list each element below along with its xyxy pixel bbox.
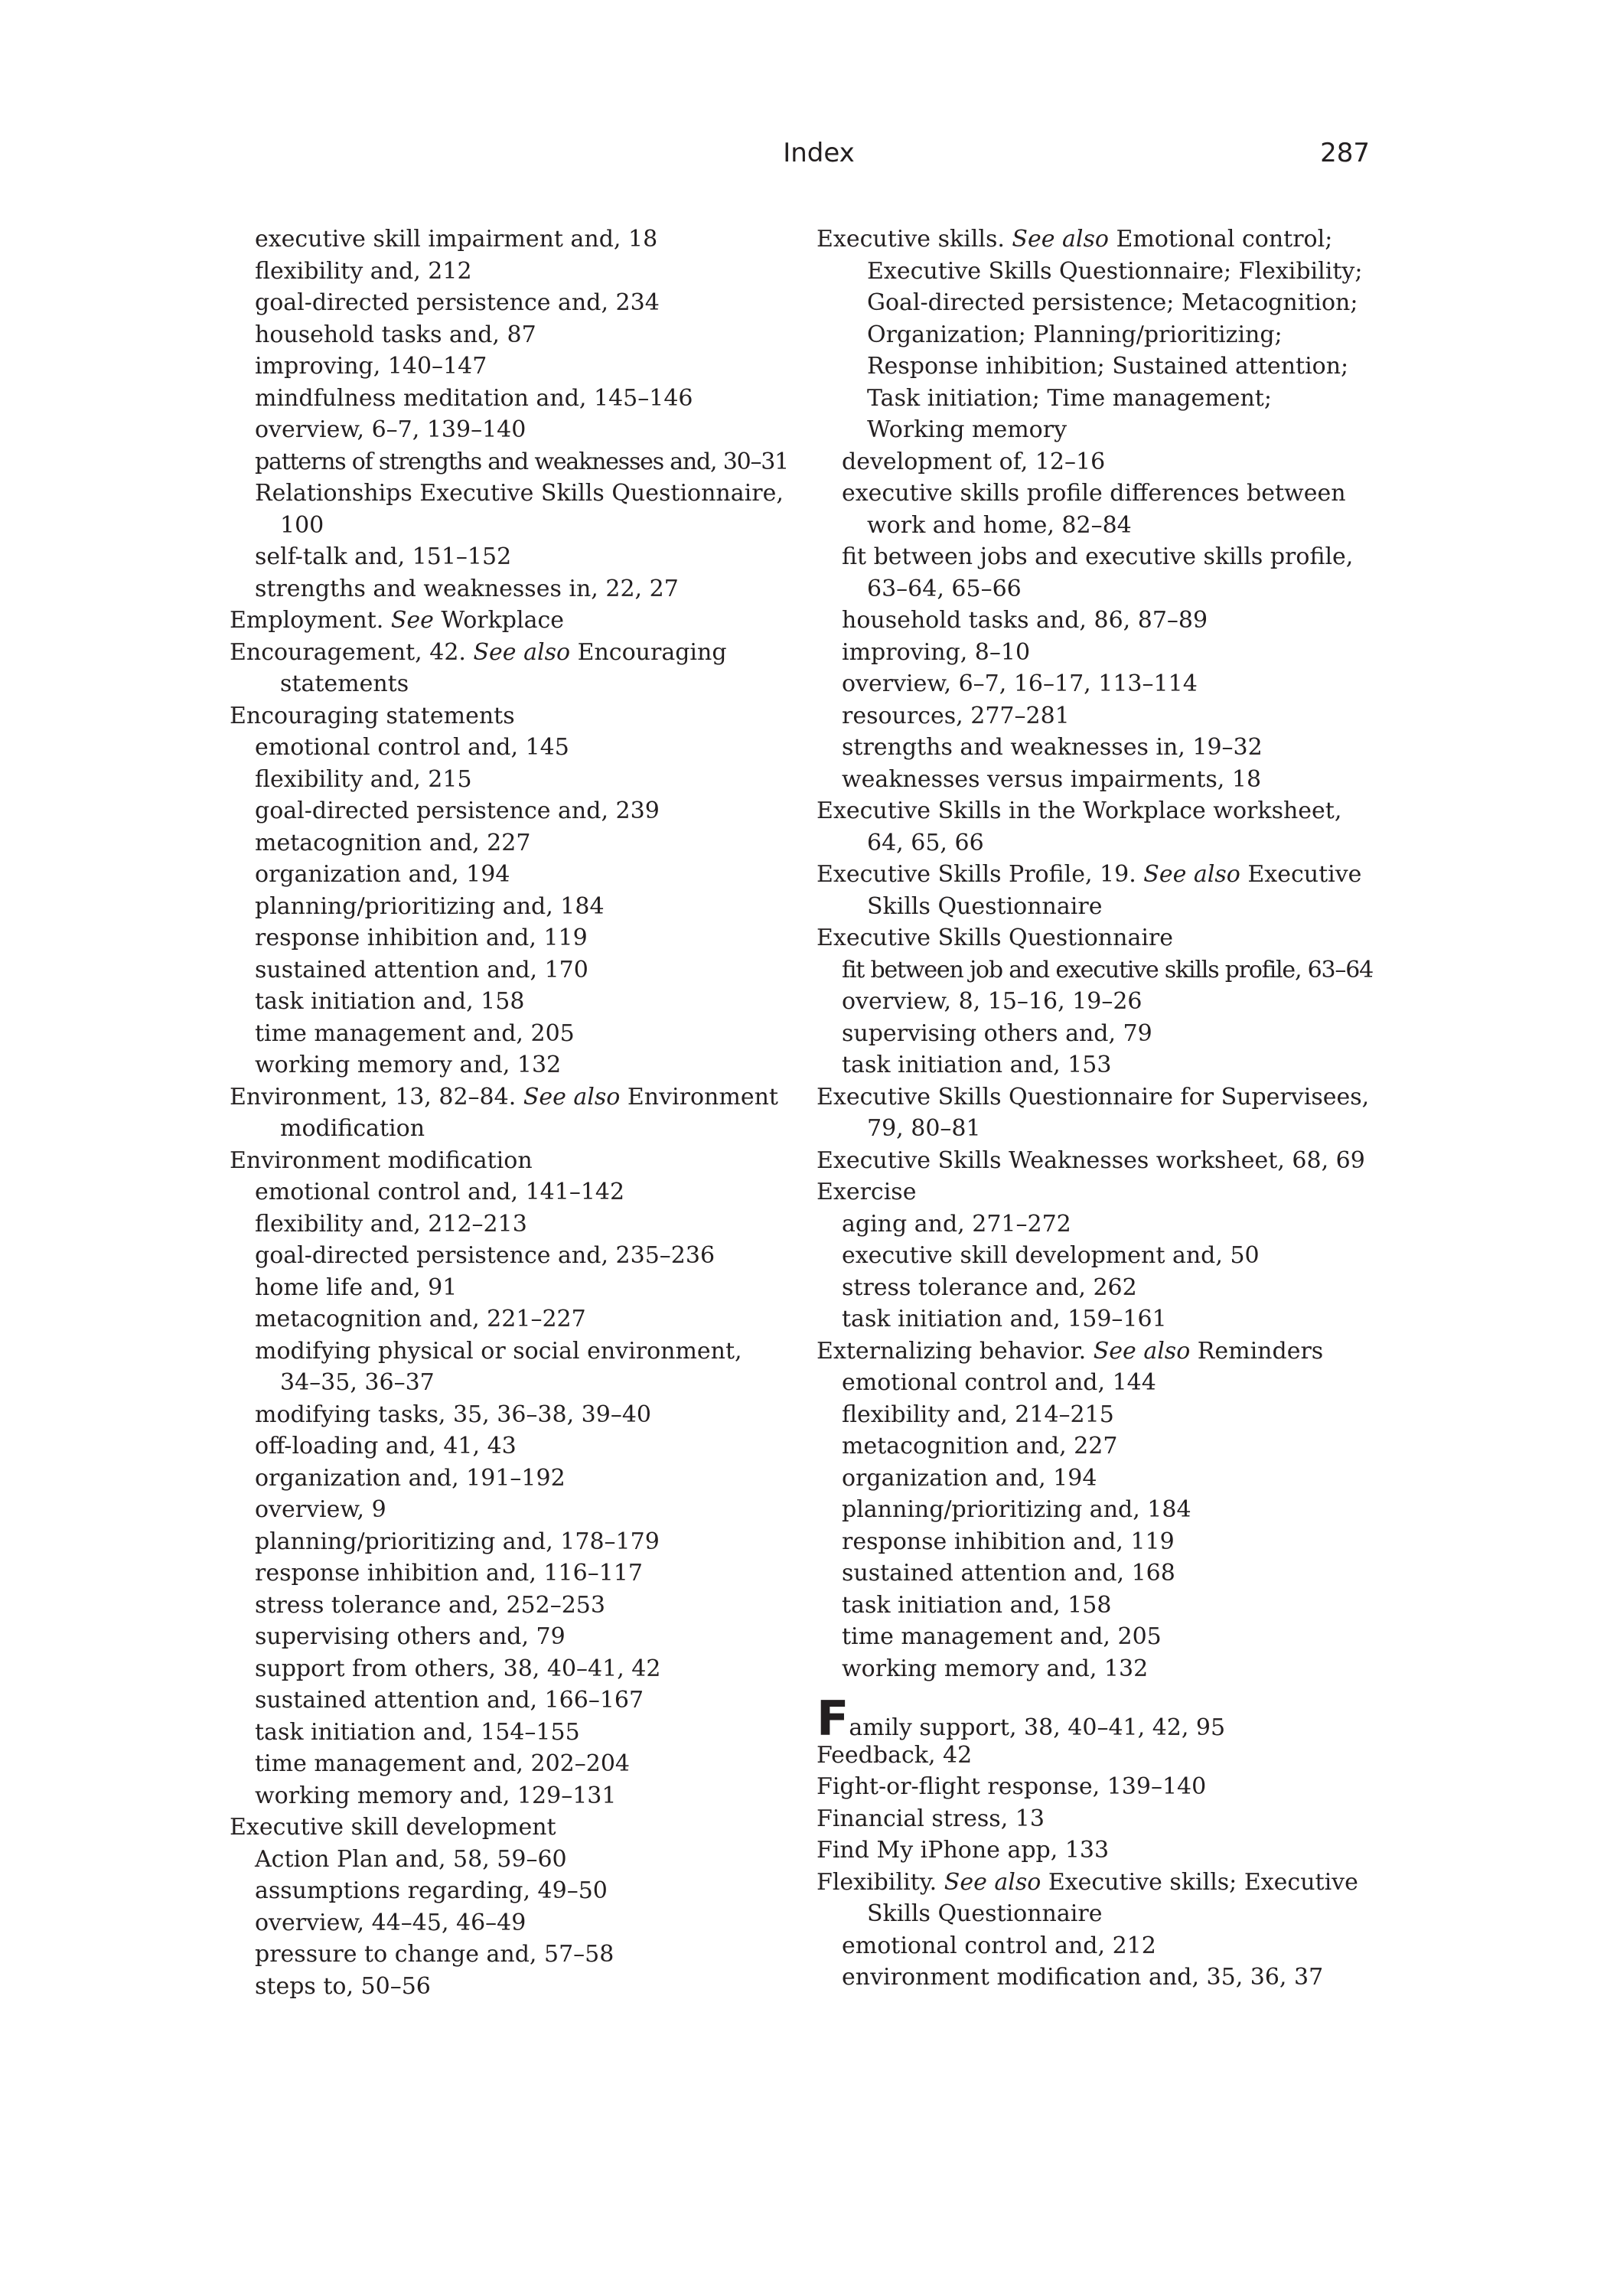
entry-text: Executive skills; Executive xyxy=(1041,1868,1358,1896)
index-entry: overview, 6–7, 139–140 xyxy=(255,416,526,443)
cross-reference-label: See also xyxy=(1093,1337,1191,1365)
index-entry: fit between job and executive skills profile, 63–64 xyxy=(842,956,1374,983)
index-entry: task initiation and, 158 xyxy=(842,1591,1112,1619)
index-entry: executive skill impairment and, 18 xyxy=(255,226,658,253)
index-entry: planning/prioritizing and, 184 xyxy=(255,892,605,920)
index-entry-continuation: 63–64, 65–66 xyxy=(867,575,1022,602)
index-entry: supervising others and, 79 xyxy=(842,1019,1152,1047)
index-heading: Executive Skills in the Workplace worksheet, xyxy=(817,797,1342,824)
index-column-left xyxy=(230,223,811,2002)
index-entry-continuation: Executive Skills Questionnaire; Flexibility; xyxy=(867,257,1363,285)
index-entry-continuation: Goal-directed persistence; Metacognition; xyxy=(867,289,1358,316)
index-entry: emotional control and, 212 xyxy=(842,1932,1156,1959)
index-entry: response inhibition and, 119 xyxy=(255,925,588,951)
index-entry: goal-directed persistence and, 234 xyxy=(255,289,660,316)
index-heading xyxy=(817,1336,1390,1368)
cross-reference-label: See xyxy=(390,607,434,634)
entry-text: amily support, 38, 40–41, 42, 95 xyxy=(849,1714,1226,1741)
index-entry: supervising others and, 79 xyxy=(255,1623,566,1650)
index-entry: response inhibition and, 119 xyxy=(842,1528,1175,1555)
index-entry: emotional control and, 141–142 xyxy=(255,1179,625,1205)
index-entry: strengths and weaknesses in, 19–32 xyxy=(842,734,1263,761)
index-entry: flexibility and, 212 xyxy=(255,257,472,285)
index-entry: household tasks and, 87 xyxy=(255,321,536,348)
index-heading: Financial stress, 13 xyxy=(817,1805,1045,1832)
index-entry: modifying tasks, 35, 36–38, 39–40 xyxy=(255,1401,652,1428)
index-entry: planning/prioritizing and, 178–179 xyxy=(255,1528,660,1555)
index-entry: resources, 277–281 xyxy=(842,702,1070,729)
index-entry: flexibility and, 215 xyxy=(255,765,472,793)
index-entry: task initiation and, 153 xyxy=(842,1052,1112,1078)
index-entry: overview, 9 xyxy=(255,1496,386,1523)
running-head xyxy=(230,138,1370,184)
section-gap xyxy=(817,1684,1390,1707)
index-entry-continuation: work and home, 82–84 xyxy=(867,511,1132,539)
index-entry-continuation: modification xyxy=(280,1115,425,1142)
index-entry: improving, 140–147 xyxy=(255,353,487,380)
entry-text: Workplace xyxy=(433,607,565,634)
index-entry: support from others, 38, 40–41, 42 xyxy=(255,1655,661,1682)
index-entry: weaknesses versus impairments, 18 xyxy=(842,765,1262,793)
index-entry: metacognition and, 221–227 xyxy=(255,1306,586,1332)
index-entry: flexibility and, 214–215 xyxy=(842,1401,1114,1428)
index-entry: time management and, 202–204 xyxy=(255,1750,631,1777)
index-entry: sustained attention and, 168 xyxy=(842,1560,1175,1587)
index-entry: working memory and, 129–131 xyxy=(255,1782,617,1809)
index-entry: modifying physical or social environment, xyxy=(255,1337,742,1365)
entry-text: Employment. xyxy=(230,607,391,634)
index-entry: strengths and weaknesses in, 22, 27 xyxy=(255,575,679,602)
index-entry: goal-directed persistence and, 239 xyxy=(255,797,660,824)
entry-text: Reminders xyxy=(1190,1337,1324,1365)
index-heading: Environment modification xyxy=(230,1146,533,1174)
entry-text: Emotional control; xyxy=(1108,226,1333,253)
index-entry: assumptions regarding, 49–50 xyxy=(255,1877,608,1904)
index-entry: development of, 12–16 xyxy=(842,448,1106,475)
index-heading: Exercise xyxy=(817,1179,917,1205)
index-entry: environment modification and, 35, 36, 37 xyxy=(842,1964,1324,1991)
cross-reference-label: See also xyxy=(473,638,571,666)
index-entry: planning/prioritizing and, 184 xyxy=(842,1496,1191,1523)
index-entry: overview, 8, 15–16, 19–26 xyxy=(842,988,1143,1015)
index-entry: organization and, 191–192 xyxy=(255,1464,566,1492)
index-entry: mindfulness meditation and, 145–146 xyxy=(255,384,693,412)
index-column-right xyxy=(817,223,1390,1994)
index-heading xyxy=(817,223,1390,256)
index-entry: time management and, 205 xyxy=(842,1623,1162,1650)
index-entry-continuation: 100 xyxy=(280,511,324,539)
index-entry: task initiation and, 159–161 xyxy=(842,1306,1167,1332)
index-entry: emotional control and, 144 xyxy=(842,1369,1156,1396)
index-heading: Encouraging statements xyxy=(230,702,515,729)
index-entry: emotional control and, 145 xyxy=(255,734,569,761)
index-heading xyxy=(230,637,811,669)
index-entry-continuation: Working memory xyxy=(867,416,1068,443)
index-entry-continuation: Skills Questionnaire xyxy=(867,892,1103,920)
index-entry: sustained attention and, 170 xyxy=(255,956,588,983)
index-heading xyxy=(817,1867,1390,1899)
section-initial-letter: F xyxy=(817,1691,849,1746)
index-entry: working memory and, 132 xyxy=(842,1655,1149,1682)
entry-text: Executive skills. xyxy=(817,226,1012,253)
index-entry: working memory and, 132 xyxy=(255,1052,562,1078)
index-heading: Executive Skills Questionnaire for Supervisees, xyxy=(817,1083,1370,1110)
page-number: 287 xyxy=(1320,138,1370,168)
cross-reference-label: See also xyxy=(1012,226,1109,253)
index-entry: stress tolerance and, 262 xyxy=(842,1274,1137,1301)
index-heading: Fight-or-flight response, 139–140 xyxy=(817,1773,1207,1800)
index-heading: Executive Skills Questionnaire xyxy=(817,925,1174,951)
entry-text: Executive Skills Profile, 19. xyxy=(817,861,1144,888)
index-entry: aging and, 271–272 xyxy=(842,1210,1071,1238)
index-entry-continuation: Response inhibition; Sustained attention; xyxy=(867,353,1349,380)
entry-text: Flexibility. xyxy=(817,1868,944,1896)
index-heading: Executive Skills Weaknesses worksheet, 68, 69 xyxy=(817,1146,1365,1174)
index-entry: pressure to change and, 57–58 xyxy=(255,1941,614,1968)
index-entry: fit between jobs and executive skills profile, xyxy=(842,543,1354,570)
cross-reference-label: See also xyxy=(1143,861,1240,888)
index-entry: overview, 44–45, 46–49 xyxy=(255,1909,526,1936)
entry-text: Executive xyxy=(1240,861,1362,888)
index-entry: patterns of strengths and weaknesses and, 30–31 xyxy=(255,448,789,475)
index-entry: goal-directed persistence and, 235–236 xyxy=(255,1242,715,1269)
index-entry: time management and, 205 xyxy=(255,1019,575,1047)
index-entry: executive skills profile differences between xyxy=(842,480,1346,507)
entry-text: Encouraging xyxy=(570,638,727,666)
entry-text: Environment xyxy=(620,1083,778,1110)
index-entry: task initiation and, 158 xyxy=(255,988,525,1015)
index-heading xyxy=(817,1691,1390,1746)
index-entry: organization and, 194 xyxy=(255,861,510,888)
index-entry-continuation: Skills Questionnaire xyxy=(867,1900,1103,1927)
index-heading xyxy=(230,1081,811,1114)
index-entry: Relationships Executive Skills Questionnaire, xyxy=(255,480,784,507)
index-heading xyxy=(230,605,811,637)
index-entry: self-talk and, 151–152 xyxy=(255,543,512,570)
index-entry: executive skill development and, 50 xyxy=(842,1242,1260,1269)
index-entry-continuation: 34–35, 36–37 xyxy=(280,1369,435,1396)
index-entry: sustained attention and, 166–167 xyxy=(255,1687,644,1714)
entry-text: Externalizing behavior. xyxy=(817,1337,1094,1365)
index-entry-continuation: statements xyxy=(280,670,409,697)
index-entry: task initiation and, 154–155 xyxy=(255,1718,580,1746)
index-heading: Find My iPhone app, 133 xyxy=(817,1837,1110,1864)
entry-text: Encouragement, 42. xyxy=(230,638,474,666)
index-entry: metacognition and, 227 xyxy=(255,829,531,856)
index-entry: home life and, 91 xyxy=(255,1274,458,1301)
index-entry-continuation: 79, 80–81 xyxy=(867,1115,981,1142)
index-entry: household tasks and, 86, 87–89 xyxy=(842,607,1208,634)
index-entry: improving, 8–10 xyxy=(842,638,1031,666)
index-entry: metacognition and, 227 xyxy=(842,1433,1118,1459)
index-entry: steps to, 50–56 xyxy=(255,1972,431,2000)
index-heading xyxy=(817,859,1390,891)
entry-text: Environment, 13, 82–84. xyxy=(230,1083,523,1110)
index-entry-continuation: Task initiation; Time management; xyxy=(867,384,1272,412)
index-entry: response inhibition and, 116–117 xyxy=(255,1560,643,1587)
index-entry: organization and, 194 xyxy=(842,1464,1097,1492)
cross-reference-label: See also xyxy=(523,1083,621,1110)
index-heading: Executive skill development xyxy=(230,1814,556,1841)
index-entry: off-loading and, 41, 43 xyxy=(255,1433,517,1459)
index-entry-continuation: Organization; Planning/prioritizing; xyxy=(867,321,1283,348)
running-head-title: Index xyxy=(783,138,855,168)
index-entry-continuation: 64, 65, 66 xyxy=(867,829,984,856)
index-entry: overview, 6–7, 16–17, 113–114 xyxy=(842,670,1198,697)
index-entry: flexibility and, 212–213 xyxy=(255,1210,527,1238)
index-entry: stress tolerance and, 252–253 xyxy=(255,1591,605,1619)
index-heading: Feedback, 42 xyxy=(817,1741,973,1769)
index-entry: Action Plan and, 58, 59–60 xyxy=(255,1845,567,1873)
cross-reference-label: See also xyxy=(944,1868,1041,1896)
